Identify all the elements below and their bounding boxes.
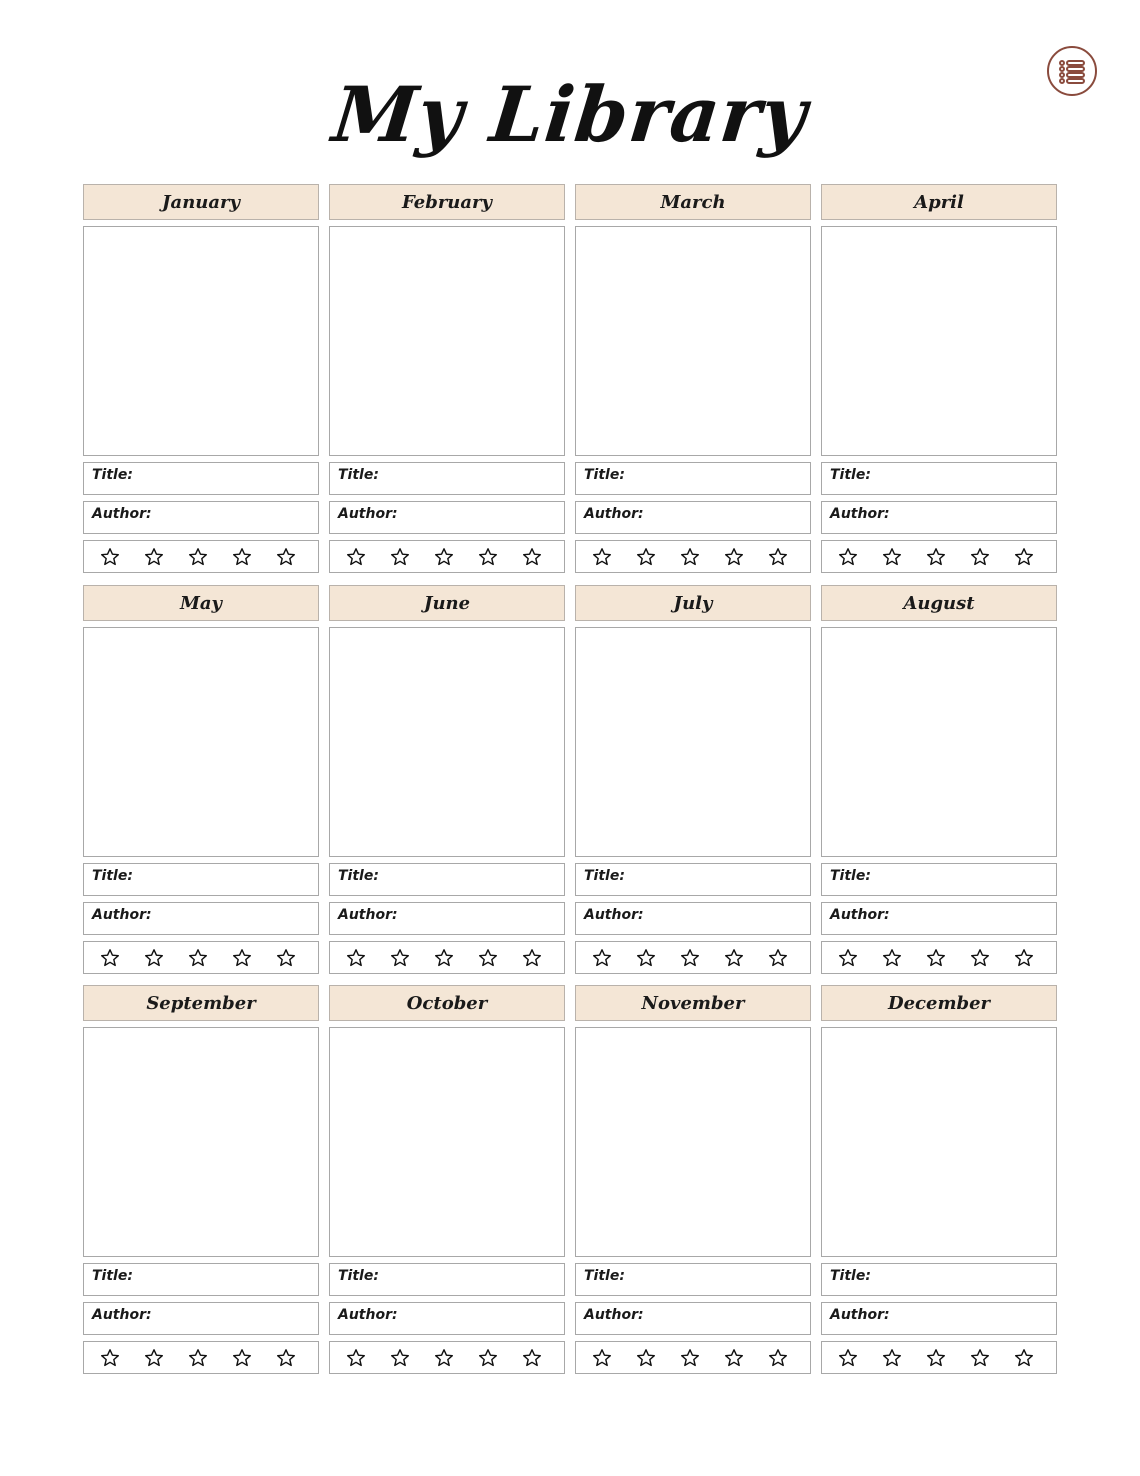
star-outline-icon[interactable] xyxy=(636,1348,656,1368)
star-outline-icon[interactable] xyxy=(188,948,208,968)
star-outline-icon[interactable] xyxy=(522,1348,542,1368)
star-outline-icon[interactable] xyxy=(768,1348,788,1368)
author-label: Author: xyxy=(830,506,890,522)
star-outline-icon[interactable] xyxy=(680,1348,700,1368)
star-rating xyxy=(329,1341,565,1374)
title-label: Title: xyxy=(338,467,379,483)
star-outline-icon[interactable] xyxy=(144,948,164,968)
author-field[interactable] xyxy=(83,1302,319,1335)
star-outline-icon[interactable] xyxy=(434,1348,454,1368)
star-outline-icon[interactable] xyxy=(478,547,498,567)
star-outline-icon[interactable] xyxy=(768,547,788,567)
author-label: Author: xyxy=(830,907,890,923)
star-outline-icon[interactable] xyxy=(838,1348,858,1368)
star-outline-icon[interactable] xyxy=(1014,547,1034,567)
month-card-february xyxy=(329,184,565,573)
title-label: Title: xyxy=(584,868,625,884)
list-menu-icon xyxy=(1055,54,1089,88)
month-header: October xyxy=(329,985,565,1021)
author-label: Author: xyxy=(584,506,644,522)
author-label: Author: xyxy=(338,1307,398,1323)
month-header: September xyxy=(83,985,319,1021)
month-card-october xyxy=(329,985,565,1374)
author-label: Author: xyxy=(830,1307,890,1323)
star-outline-icon[interactable] xyxy=(232,547,252,567)
star-outline-icon[interactable] xyxy=(882,547,902,567)
title-field[interactable] xyxy=(821,1263,1057,1296)
title-label: Title: xyxy=(338,868,379,884)
month-card-july xyxy=(575,585,811,974)
author-label: Author: xyxy=(92,506,152,522)
title-field[interactable] xyxy=(83,462,319,495)
star-outline-icon[interactable] xyxy=(188,1348,208,1368)
author-label: Author: xyxy=(584,1307,644,1323)
star-outline-icon[interactable] xyxy=(768,948,788,968)
star-outline-icon[interactable] xyxy=(276,948,296,968)
star-outline-icon[interactable] xyxy=(100,547,120,567)
author-field[interactable] xyxy=(575,902,811,935)
star-outline-icon[interactable] xyxy=(232,1348,252,1368)
title-label: Title: xyxy=(338,1268,379,1284)
star-outline-icon[interactable] xyxy=(882,1348,902,1368)
month-header: February xyxy=(329,184,565,220)
star-outline-icon[interactable] xyxy=(188,547,208,567)
star-outline-icon[interactable] xyxy=(100,1348,120,1368)
star-outline-icon[interactable] xyxy=(724,547,744,567)
star-outline-icon[interactable] xyxy=(838,547,858,567)
title-label: Title: xyxy=(584,467,625,483)
author-field[interactable] xyxy=(83,501,319,534)
star-outline-icon[interactable] xyxy=(232,948,252,968)
star-rating xyxy=(821,1341,1057,1374)
month-header: June xyxy=(329,585,565,621)
month-header: December xyxy=(821,985,1057,1021)
star-outline-icon[interactable] xyxy=(838,948,858,968)
star-outline-icon[interactable] xyxy=(636,948,656,968)
star-outline-icon[interactable] xyxy=(592,948,612,968)
title-field[interactable] xyxy=(329,863,565,896)
star-outline-icon[interactable] xyxy=(522,547,542,567)
title-field[interactable] xyxy=(83,1263,319,1296)
author-field[interactable] xyxy=(575,1302,811,1335)
title-label: Title: xyxy=(584,1268,625,1284)
star-outline-icon[interactable] xyxy=(144,547,164,567)
book-cover-box[interactable] xyxy=(329,226,565,456)
month-card-march xyxy=(575,184,811,573)
author-label: Author: xyxy=(92,1307,152,1323)
star-outline-icon[interactable] xyxy=(592,547,612,567)
menu-button[interactable] xyxy=(1047,46,1097,96)
book-cover-box[interactable] xyxy=(575,1027,811,1257)
author-label: Author: xyxy=(338,506,398,522)
star-outline-icon[interactable] xyxy=(478,948,498,968)
book-cover-box[interactable] xyxy=(329,1027,565,1257)
month-card-november xyxy=(575,985,811,1374)
star-rating xyxy=(83,540,319,573)
book-cover-box[interactable] xyxy=(575,627,811,857)
month-card-august xyxy=(821,585,1057,974)
star-outline-icon[interactable] xyxy=(680,948,700,968)
star-outline-icon[interactable] xyxy=(478,1348,498,1368)
title-field[interactable] xyxy=(821,863,1057,896)
title-label: Title: xyxy=(830,868,871,884)
star-outline-icon[interactable] xyxy=(1014,1348,1034,1368)
month-card-june xyxy=(329,585,565,974)
star-outline-icon[interactable] xyxy=(390,547,410,567)
page-title: My Library xyxy=(328,70,812,159)
star-rating xyxy=(83,1341,319,1374)
star-rating xyxy=(329,540,565,573)
book-cover-box[interactable] xyxy=(575,226,811,456)
book-cover-box[interactable] xyxy=(83,1027,319,1257)
star-outline-icon[interactable] xyxy=(680,547,700,567)
title-field[interactable] xyxy=(821,462,1057,495)
star-rating xyxy=(821,941,1057,974)
star-outline-icon[interactable] xyxy=(346,1348,366,1368)
month-header: May xyxy=(83,585,319,621)
month-header: January xyxy=(83,184,319,220)
month-card-september xyxy=(83,985,319,1374)
star-outline-icon[interactable] xyxy=(724,948,744,968)
author-label: Author: xyxy=(92,907,152,923)
month-header: November xyxy=(575,985,811,1021)
star-outline-icon[interactable] xyxy=(276,547,296,567)
book-cover-box[interactable] xyxy=(329,627,565,857)
star-outline-icon[interactable] xyxy=(970,1348,990,1368)
month-header: July xyxy=(575,585,811,621)
month-card-may xyxy=(83,585,319,974)
title-field[interactable] xyxy=(329,1263,565,1296)
star-outline-icon[interactable] xyxy=(882,948,902,968)
star-outline-icon[interactable] xyxy=(1014,948,1034,968)
month-header: April xyxy=(821,184,1057,220)
star-outline-icon[interactable] xyxy=(636,547,656,567)
title-label: Title: xyxy=(830,1268,871,1284)
title-field[interactable] xyxy=(329,462,565,495)
author-field[interactable] xyxy=(821,902,1057,935)
author-label: Author: xyxy=(584,907,644,923)
star-outline-icon[interactable] xyxy=(926,1348,946,1368)
book-cover-box[interactable] xyxy=(821,226,1057,456)
star-outline-icon[interactable] xyxy=(522,948,542,968)
author-field[interactable] xyxy=(575,501,811,534)
author-field[interactable] xyxy=(821,1302,1057,1335)
star-outline-icon[interactable] xyxy=(434,948,454,968)
star-rating xyxy=(83,941,319,974)
star-rating xyxy=(575,941,811,974)
star-outline-icon[interactable] xyxy=(144,1348,164,1368)
star-rating xyxy=(575,1341,811,1374)
title-field[interactable] xyxy=(83,863,319,896)
month-card-december xyxy=(821,985,1057,1374)
author-field[interactable] xyxy=(329,902,565,935)
book-cover-box[interactable] xyxy=(83,627,319,857)
star-outline-icon[interactable] xyxy=(970,948,990,968)
star-outline-icon[interactable] xyxy=(346,547,366,567)
author-field[interactable] xyxy=(329,1302,565,1335)
month-card-january xyxy=(83,184,319,573)
star-outline-icon[interactable] xyxy=(100,948,120,968)
author-field[interactable] xyxy=(821,501,1057,534)
star-outline-icon[interactable] xyxy=(390,1348,410,1368)
star-outline-icon[interactable] xyxy=(276,1348,296,1368)
star-outline-icon[interactable] xyxy=(592,1348,612,1368)
author-field[interactable] xyxy=(83,902,319,935)
title-label: Title: xyxy=(92,467,133,483)
book-cover-box[interactable] xyxy=(821,627,1057,857)
star-rating xyxy=(575,540,811,573)
star-outline-icon[interactable] xyxy=(346,948,366,968)
author-label: Author: xyxy=(338,907,398,923)
star-outline-icon[interactable] xyxy=(926,948,946,968)
title-field[interactable] xyxy=(575,1263,811,1296)
book-cover-box[interactable] xyxy=(821,1027,1057,1257)
star-outline-icon[interactable] xyxy=(434,547,454,567)
title-field[interactable] xyxy=(575,462,811,495)
month-header: August xyxy=(821,585,1057,621)
month-header: March xyxy=(575,184,811,220)
title-field[interactable] xyxy=(575,863,811,896)
month-card-april xyxy=(821,184,1057,573)
star-rating xyxy=(329,941,565,974)
star-rating xyxy=(821,540,1057,573)
star-outline-icon[interactable] xyxy=(390,948,410,968)
star-outline-icon[interactable] xyxy=(724,1348,744,1368)
star-outline-icon[interactable] xyxy=(926,547,946,567)
title-label: Title: xyxy=(92,1268,133,1284)
title-label: Title: xyxy=(830,467,871,483)
author-field[interactable] xyxy=(329,501,565,534)
title-label: Title: xyxy=(92,868,133,884)
star-outline-icon[interactable] xyxy=(970,547,990,567)
book-cover-box[interactable] xyxy=(83,226,319,456)
